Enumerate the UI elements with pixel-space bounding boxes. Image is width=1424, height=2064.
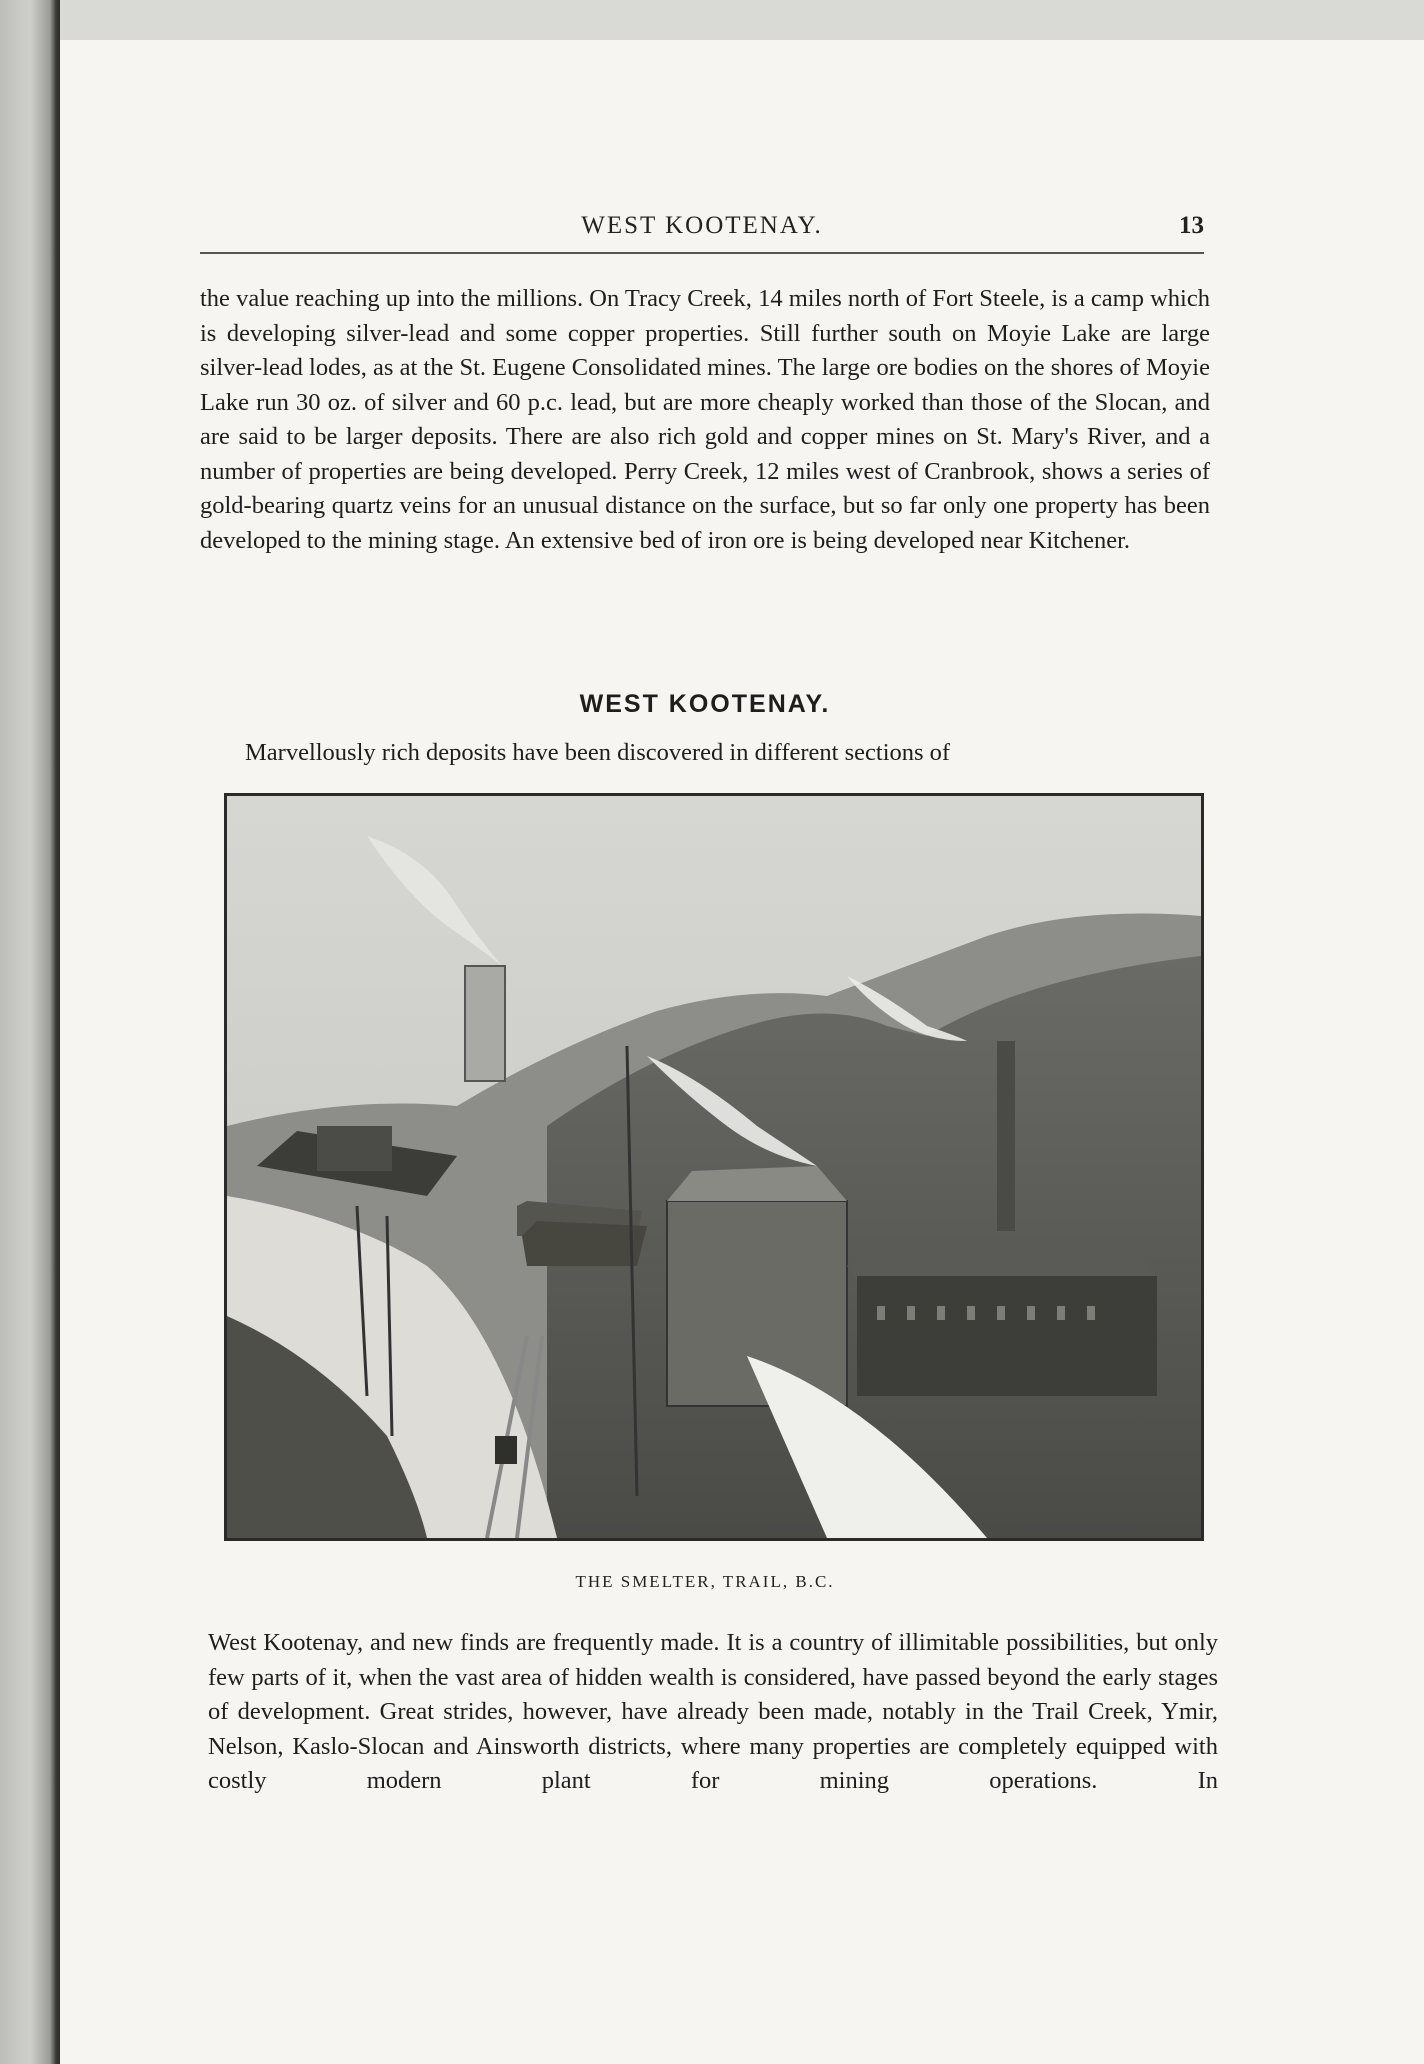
body-paragraph-3: [208, 1626, 1218, 1799]
body-paragraph-1: [200, 282, 1210, 558]
page-header: [200, 212, 1204, 254]
body-paragraph-2: [245, 736, 1200, 771]
paragraph-text: the value reaching up into the millions. On Tracy Creek, 14 miles north of Fort Steele, is a camp which is developing silver-lead and some copper properties. Still further south on Moyie Lake are large silver-lead lodes, as at the St. Eugene Consolidated mines. The large ore bodies on the shores of Moyie Lake run 30 oz. of silver and 60 p.c. lead, but are more cheaply worked than those of the Slocan, and are said to be larger deposits. There are also rich gold and copper mines on St. Mary's River, and a number of properties are being developed. Perry Creek, 12 miles west of Cranbrook, shows a series of gold-bearing quartz veins for an unusual distance on the surface, but so far only one property has been developed to the mining stage. An extensive bed of iron ore is being developed near Kitchener.: [200, 285, 1210, 554]
paragraph-text: West Kootenay, and new finds are frequently made. It is a country of illimitable possibilities, but only few parts of it, when the vast area of hidden wealth is considered, have passed beyond the early stages of development. Great strides, however, have already been made, notably in the Trail Creek, Ymir, Nelson, Kaslo-Slocan and Ainsworth districts, where many properties are completely equipped with costly modern plant for mining operations. In: [208, 1629, 1218, 1794]
figure-caption: THE SMELTER, TRAIL, B.C.: [575, 1572, 835, 1591]
running-head: WEST KOOTENAY.: [581, 212, 823, 239]
paragraph-text: Marvellously rich deposits have been discovered in different sections of: [245, 739, 951, 766]
page-number: 13: [1179, 212, 1204, 239]
section-heading: WEST KOOTENAY.: [579, 690, 831, 718]
smelter-photograph: [224, 793, 1204, 1541]
book-binding-edge: [0, 0, 60, 2064]
